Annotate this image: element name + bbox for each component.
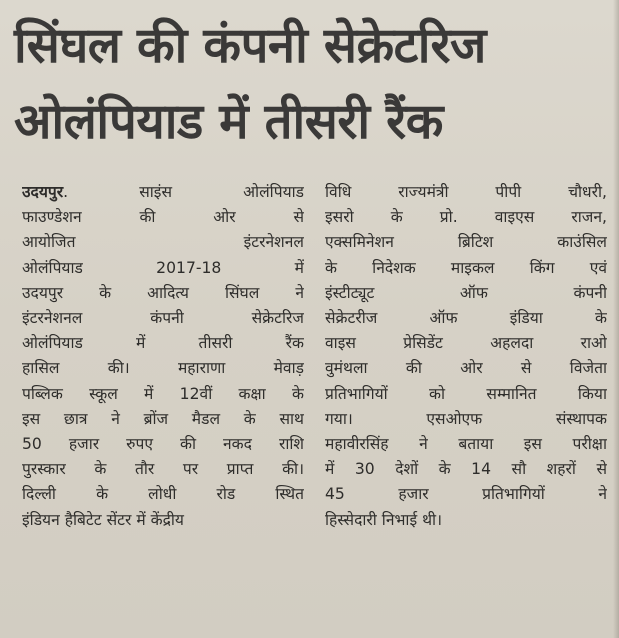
article-body	[22, 180, 607, 632]
article-line: पब्लिक स्कूल में 12वीं कक्षा के	[22, 384, 304, 403]
article-line-text: . साइंस ओलंपियाड	[63, 183, 304, 201]
article-line	[22, 180, 304, 205]
article-line: फाउण्डेशन की ओर से	[22, 208, 304, 227]
article-line: हासिल की। महाराणा मेवाड़	[22, 359, 304, 378]
article-line: आयोजित इंटरनेशनल	[22, 233, 304, 252]
article-line: प्रतिभागियों को सम्मानित किया	[325, 384, 607, 403]
article-column-right	[325, 180, 607, 632]
headline-line-1: सिंघल की कंपनी सेक्रेटरिज	[14, 17, 486, 74]
article-line: गया। एसओएफ संस्थापक	[325, 409, 607, 428]
article-line: उदयपुर के आदित्य सिंघल ने	[22, 283, 304, 302]
headline-line-2: ओलंपियाड में तीसरी रैंक	[14, 93, 443, 150]
article-line: दिल्ली के लोधी रोड स्थित	[22, 485, 304, 504]
paper-edge-shadow	[613, 0, 619, 638]
article-line: पुरस्कार के तौर पर प्राप्त की।	[22, 460, 304, 479]
article-line: 50 हजार रुपए की नकद राशि	[22, 435, 304, 454]
article-line: वाइस प्रेसिडेंट अहलदा राओ	[325, 334, 607, 353]
article-line: एक्समिनेशन ब्रिटिश काउंसिल	[325, 233, 607, 252]
article-line: इंडियन हैबिटेट सेंटर में केंद्रीय	[22, 510, 184, 529]
article-line: वुमंथला की ओर से विजेता	[325, 359, 607, 378]
article-line: इस छात्र ने ब्रोंज मैडल के साथ	[22, 409, 304, 428]
article-line: सेक्रेटरीज ऑफ इंडिया के	[325, 309, 607, 328]
article-line: के निदेशक माइकल किंग एवं	[325, 258, 607, 277]
article-line: ओलंपियाड 2017-18 में	[22, 258, 304, 277]
article-line: ओलंपियाड में तीसरी रैंक	[22, 334, 304, 353]
headline	[14, 8, 610, 160]
article-line: विधि राज्यमंत्री पीपी चौधरी,	[325, 183, 607, 201]
article-line: में 30 देशों के 14 सौ शहरों से	[325, 460, 607, 479]
article-line: इसरो के प्रो. वाइएस राजन,	[325, 208, 607, 227]
article-line: इंस्टीट्यूट ऑफ कंपनी	[325, 283, 607, 302]
article-line: इंटरनेशनल कंपनी सेक्रेटरिज	[22, 309, 304, 328]
article-line: महावीरसिंह ने बताया इस परीक्षा	[325, 435, 607, 454]
article-line: 45 हजार प्रतिभागियों ने	[325, 485, 607, 504]
dateline: उदयपुर	[22, 183, 64, 201]
article-column-left	[22, 180, 304, 632]
article-line: हिस्सेदारी निभाई थी।	[325, 510, 442, 529]
